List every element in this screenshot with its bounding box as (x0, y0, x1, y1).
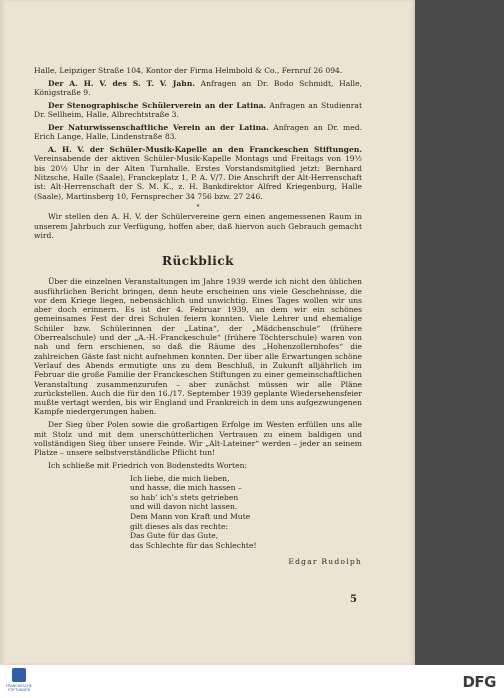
poem-line: und hasse, die mich hassen – (130, 483, 242, 493)
footer-strip (0, 665, 504, 698)
signature: Edgar Rudolph (288, 557, 362, 567)
paragraph-jahrbuch-note: Wir stellen den A. H. V. der Schülervereine gern einen angemessenen Raum in unserem Jahrbuch zur Verfügung, hoffen aber, daß hiervon auch Gebrauch gemacht wird. (34, 212, 362, 240)
separator-star: * (196, 204, 200, 212)
paragraph-steno-verein: Der Stenographische Schülerverein an der Latina. Anfragen an Studienrat Dr. Sellheim, Halle, Albrechtstraße 3. (34, 100, 362, 120)
paragraph-body-2: Der Sieg über Polen sowie die großartigen Erfolge im Westen erfüllen uns alle mit Stolz und mit dem unerschütterlichen Vertrauen zu einem baldigen und vollständigen Sieg über unsere Feinde. Wir „Alt-Lateiner“ werden – jeder an seinem Platze – unsere selbstverständliche Pflicht tun! (34, 420, 362, 458)
poem-line: Das Gute für das Gute, (130, 531, 219, 541)
paragraph-ahv-jahn: Der A. H. V. des S. T. V. Jahn. Anfragen an Dr. Bodo Schmidt, Halle, Königstraße 9. (34, 78, 362, 98)
paragraph-body-3: Ich schließe mit Friedrich von Bodenstedts Worten: (48, 460, 248, 470)
poem-line: Ich liebe, die mich lieben, (130, 473, 230, 483)
page-number: 5 (350, 594, 357, 605)
page-edge-shadow (0, 0, 6, 665)
poem-line: Dem Mann von Kraft und Mute (130, 512, 251, 522)
paragraph-natur-verein: Der Naturwissenschaftliche Verein an der Latina. Anfragen an Dr. med. Erich Lange, Halle, Lindenstraße 83. (34, 122, 363, 142)
library-logo-text: FRANCKESCHE STIFTUNGEN (6, 684, 32, 692)
dfg-logo: DFG (462, 673, 496, 691)
poem-line: das Schlechte für das Schlechte! (130, 540, 257, 550)
library-logo (4, 668, 34, 696)
paragraph-musik-kapelle: A. H. V. der Schüler-Musik-Kapelle an den Franckeschen Stiftungen. Vereinsabende der aktiven Schüler-Musik-Kapelle Montags und Freitags von 19½ bis 20½ Uhr in der Alten Turnhalle. Erstes Vorstandsmitglied jetzt: Bernhard Nitzsche, Halle (Saale), Franckeplatz 1, P. A. V/7. Die Anschrift der Alt-Herrenschaft ist: Alt-Herrenschaft der S. M. K., z. H. Bankdirektor Alfred Kriegenburg, Halle (Saale), Martinsberg 10, Fernsprecher 34 756 bzw. 27 246. (34, 145, 362, 201)
paragraph-address: Halle, Leipziger Straße 104, Kontor der Firma Helmbold & Co., Fernruf 26 094. (34, 66, 343, 75)
poem-line: so hab’ ich’s stets getrieben (130, 492, 239, 502)
poem-line: und will davon nicht lassen. (130, 502, 238, 512)
paragraph-body-1: Über die einzelnen Veranstaltungen im Jahre 1939 werde ich nicht den üblichen ausführlichen Bericht bringen, denn heute erscheinen uns viele Geschehnisse, die vor dem Kriege liegen, nebensächlich und unwichtig. Eines Tages wollen wir uns aber doch erinnern. Es ist der 4. Februar 1939, an dem wir ein schönes gemeinsames Fest der drei Schulen feiern konnten. Viele Lehrer und ehemalige Schüler bzw. Schülerinnen der „Latina“, der „Mädchenschule“ (frühere Oberrealschule) und der „A.-H.-Franckeschule“ (frühere Töchterschule) waren von nah und fern erschienen, so daß die Räume des „Hohenzollernhofes“ die zahlreichen Gäste fast nicht aufnehmen konnten. Der über alle Erwartungen schöne Verlauf des Abends ermutigte uns zu dem Beschluß, in Zukunft alljährlich im Februar die große Familie der Franckeschen Stiftungen zu einer gemeinschaftlichen Veranstaltung zusammenzurufen – aber zunächst müssen wir alle Pläne zurückstellen. Auch die für den 16./17. September 1939 geplante Wiedersehensfeier mußte vertagt werden, bis wir England und Frankreich in dem uns aufgezwungenen Kampfe niedergerungen haben. (34, 277, 362, 417)
library-logo-icon (12, 668, 26, 682)
section-heading: Rückblick (162, 254, 234, 269)
page-text (34, 66, 362, 567)
poem-line: gilt dieses als das rechte: (130, 521, 229, 531)
poem (130, 474, 362, 551)
